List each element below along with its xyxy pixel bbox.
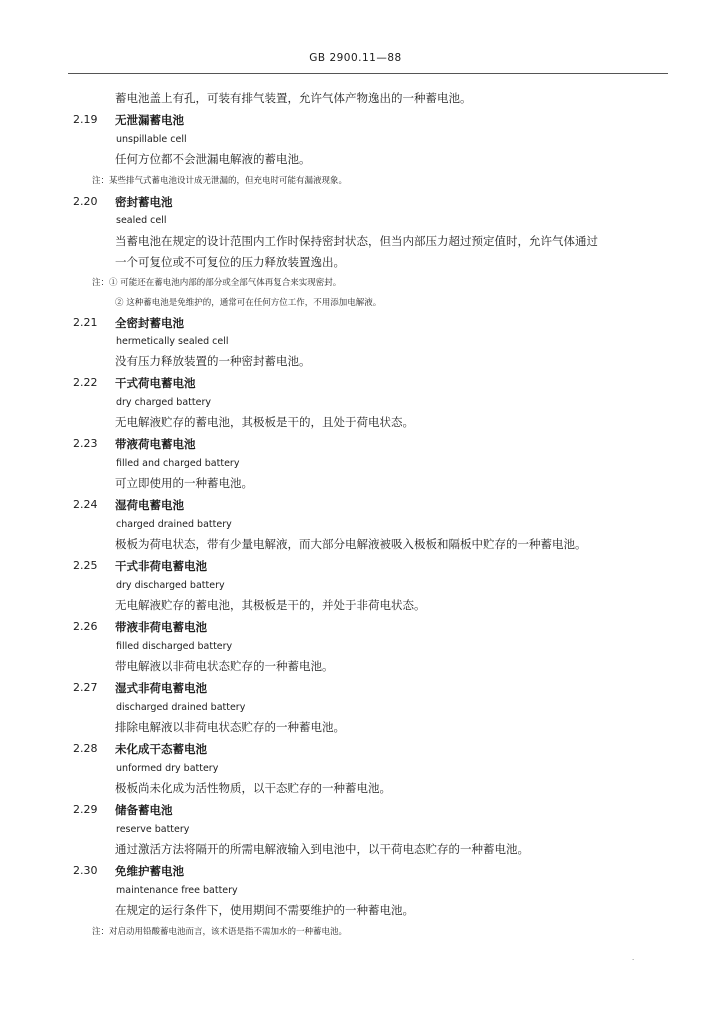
term-number: 2.27 bbox=[73, 681, 98, 694]
term-title-en: discharged drained battery bbox=[116, 702, 246, 713]
term-definition: 极板为荷电状态，带有少量电解液，而大部分电解液被吸入极板和隔板中贮存的一种蓄电池。 bbox=[115, 537, 587, 551]
term-title-cn: 未化成干态蓄电池 bbox=[115, 742, 207, 756]
term-title-cn: 湿式非荷电蓄电池 bbox=[115, 681, 207, 695]
term-note: 注：某些排气式蓄电池设计成无泄漏的，但充电时可能有漏液现象。 bbox=[92, 176, 348, 186]
page-header: GB 2900.11—88 bbox=[309, 52, 402, 64]
term-title-en: maintenance free battery bbox=[116, 885, 238, 896]
term-number: 2.26 bbox=[73, 620, 98, 633]
term-title-cn: 无泄漏蓄电池 bbox=[115, 113, 184, 127]
term-title-cn: 干式荷电蓄电池 bbox=[115, 376, 196, 390]
lead-paragraph: 蓄电池盖上有孔，可装有排气装置，允许气体产物逸出的一种蓄电池。 bbox=[115, 91, 472, 105]
term-note: 注：对启动用铅酸蓄电池而言，该术语是指不需加水的一种蓄电池。 bbox=[92, 927, 348, 937]
term-title-en: reserve battery bbox=[116, 824, 190, 835]
term-definition: 在规定的运行条件下，使用期间不需要维护的一种蓄电池。 bbox=[115, 903, 414, 917]
term-title-en: unspillable cell bbox=[116, 134, 187, 145]
term-note: 注：① 可能还在蓄电池内部的部分或全部气体再复合来实现密封。 bbox=[92, 278, 342, 288]
term-definition: 无电解液贮存的蓄电池，其极板是干的，并处于非荷电状态。 bbox=[115, 598, 426, 612]
term-definition: 无电解液贮存的蓄电池，其极板是干的，且处于荷电状态。 bbox=[115, 415, 414, 429]
term-number: 2.24 bbox=[73, 498, 98, 511]
term-definition: 任何方位都不会泄漏电解液的蓄电池。 bbox=[115, 152, 311, 166]
scan-speck: · bbox=[632, 956, 635, 964]
term-title-en: unformed dry battery bbox=[116, 763, 219, 774]
term-title-en: charged drained battery bbox=[116, 519, 232, 530]
term-title-cn: 储备蓄电池 bbox=[115, 803, 173, 817]
term-title-cn: 带液非荷电蓄电池 bbox=[115, 620, 207, 634]
term-number: 2.19 bbox=[73, 113, 98, 126]
header-rule bbox=[68, 73, 668, 74]
term-title-cn: 带液荷电蓄电池 bbox=[115, 437, 196, 451]
term-definition: 可立即使用的一种蓄电池。 bbox=[115, 476, 253, 490]
term-title-en: hermetically sealed cell bbox=[116, 336, 229, 347]
term-title-cn: 干式非荷电蓄电池 bbox=[115, 559, 207, 573]
term-number: 2.28 bbox=[73, 742, 98, 755]
term-number: 2.20 bbox=[73, 195, 98, 208]
term-definition: 没有压力释放装置的一种密封蓄电池。 bbox=[115, 354, 311, 368]
term-number: 2.29 bbox=[73, 803, 98, 816]
term-definition: 通过激活方法将隔开的所需电解液输入到电池中，以干荷电态贮存的一种蓄电池。 bbox=[115, 842, 529, 856]
term-number: 2.25 bbox=[73, 559, 98, 572]
term-definition: 排除电解液以非荷电状态贮存的一种蓄电池。 bbox=[115, 720, 345, 734]
term-number: 2.30 bbox=[73, 864, 98, 877]
term-definition: 带电解液以非荷电状态贮存的一种蓄电池。 bbox=[115, 659, 334, 673]
term-title-en: sealed cell bbox=[116, 215, 167, 226]
term-number: 2.23 bbox=[73, 437, 98, 450]
term-number: 2.21 bbox=[73, 316, 98, 329]
term-title-cn: 湿荷电蓄电池 bbox=[115, 498, 184, 512]
term-note-cont: ② 这种蓄电池是免维护的，通常可在任何方位工作，不用添加电解液。 bbox=[115, 298, 382, 308]
term-title-cn: 全密封蓄电池 bbox=[115, 316, 184, 330]
term-title-en: filled discharged battery bbox=[116, 641, 233, 652]
term-title-cn: 免维护蓄电池 bbox=[115, 864, 184, 878]
term-title-cn: 密封蓄电池 bbox=[115, 195, 173, 209]
term-title-en: dry charged battery bbox=[116, 397, 211, 408]
term-number: 2.22 bbox=[73, 376, 98, 389]
term-definition-cont: 一个可复位或不可复位的压力释放装置逸出。 bbox=[115, 255, 345, 269]
term-title-en: dry discharged battery bbox=[116, 580, 225, 591]
term-definition: 当蓄电池在规定的设计范围内工作时保持密封状态，但当内部压力超过预定值时，允许气体通过 bbox=[115, 234, 598, 248]
term-definition: 极板尚未化成为活性物质，以干态贮存的一种蓄电池。 bbox=[115, 781, 391, 795]
term-title-en: filled and charged battery bbox=[116, 458, 240, 469]
